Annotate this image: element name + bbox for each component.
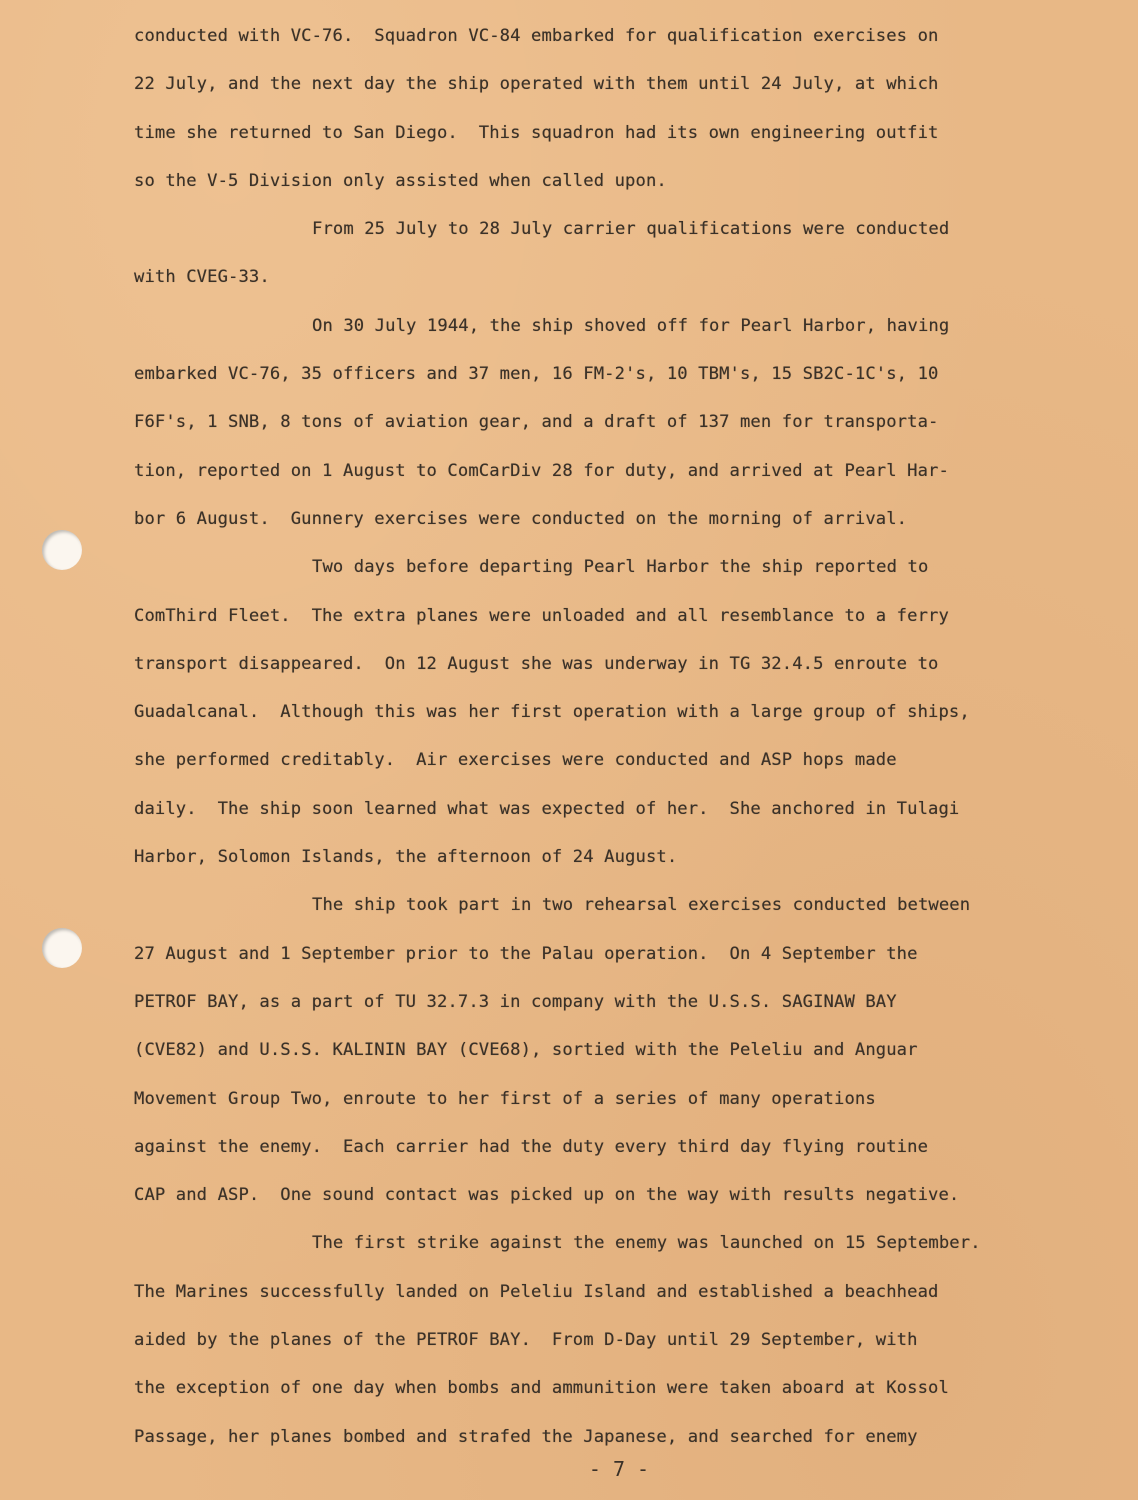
text-line: PETROF BAY, as a part of TU 32.7.3 in company with the U.S.S. SAGINAW BAY <box>134 991 897 1012</box>
punch-hole-top <box>42 530 82 570</box>
text-line: The Marines successfully landed on Peleliu Island and established a beachhead <box>134 1281 939 1302</box>
text-line: Harbor, Solomon Islands, the afternoon of 24 August. <box>134 847 678 868</box>
text-line: 22 July, and the next day the ship operated with them until 24 July, at which <box>134 74 939 95</box>
text-line: embarked VC-76, 35 officers and 37 men, 16 FM-2's, 10 TBM's, 15 SB2C-1C's, 10 <box>134 364 939 385</box>
text-line: so the V-5 Division only assisted when called upon. <box>134 170 667 191</box>
text-line: Movement Group Two, enroute to her first of a series of many operations <box>134 1088 876 1109</box>
text-line: 27 August and 1 September prior to the Palau operation. On 4 September the <box>134 943 918 964</box>
text-line: (CVE82) and U.S.S. KALININ BAY (CVE68), sortied with the Peleliu and Anguar <box>134 1040 918 1061</box>
text-line: conducted with VC-76. Squadron VC-84 embarked for qualification exercises on <box>134 26 939 46</box>
text-line: against the enemy. Each carrier had the duty every third day flying routine <box>134 1136 929 1157</box>
text-line: F6F's, 1 SNB, 8 tons of aviation gear, and a draft of 137 men for transporta- <box>134 412 939 433</box>
text-line: Passage, her planes bombed and strafed the Japanese, and searched for enemy <box>134 1426 918 1447</box>
body-text <box>134 12 1094 1461</box>
text-line: ComThird Fleet. The extra planes were unloaded and all resemblance to a ferry <box>134 605 949 626</box>
paragraph-first-line: On 30 July 1944, the ship shoved off for Pearl Harbor, having <box>312 315 950 336</box>
text-line: Guadalcanal. Although this was her first operation with a large group of ships, <box>134 702 970 723</box>
text-line: daily. The ship soon learned what was expected of her. She anchored in Tulagi <box>134 798 960 819</box>
text-line: time she returned to San Diego. This squadron had its own engineering outfit <box>134 122 939 143</box>
paragraph-first-line: From 25 July to 28 July carrier qualifications were conducted <box>312 219 950 240</box>
text-line: aided by the planes of the PETROF BAY. From D-Day until 29 September, with <box>134 1330 918 1351</box>
text-line: tion, reported on 1 August to ComCarDiv 28 for duty, and arrived at Pearl Har- <box>134 460 949 481</box>
text-line: the exception of one day when bombs and ammunition were taken aboard at Kossol <box>134 1378 949 1399</box>
text-line: bor 6 August. Gunnery exercises were conducted on the morning of arrival. <box>134 508 908 529</box>
paragraph-first-line: Two days before departing Pearl Harbor the ship reported to <box>312 557 929 578</box>
text-line: with CVEG-33. <box>134 267 270 288</box>
text-line: she performed creditably. Air exercises were conducted and ASP hops made <box>134 750 897 771</box>
punch-hole-bottom <box>42 928 82 968</box>
page-number: - 7 - <box>588 1457 650 1481</box>
text-line: CAP and ASP. One sound contact was picked up on the way with results negative. <box>134 1185 960 1206</box>
paragraph-first-line: The ship took part in two rehearsal exercises conducted between <box>312 895 971 916</box>
text-line: transport disappeared. On 12 August she was underway in TG 32.4.5 enroute to <box>134 653 939 674</box>
paragraph-first-line: The first strike against the enemy was launched on 15 September. <box>312 1233 981 1254</box>
